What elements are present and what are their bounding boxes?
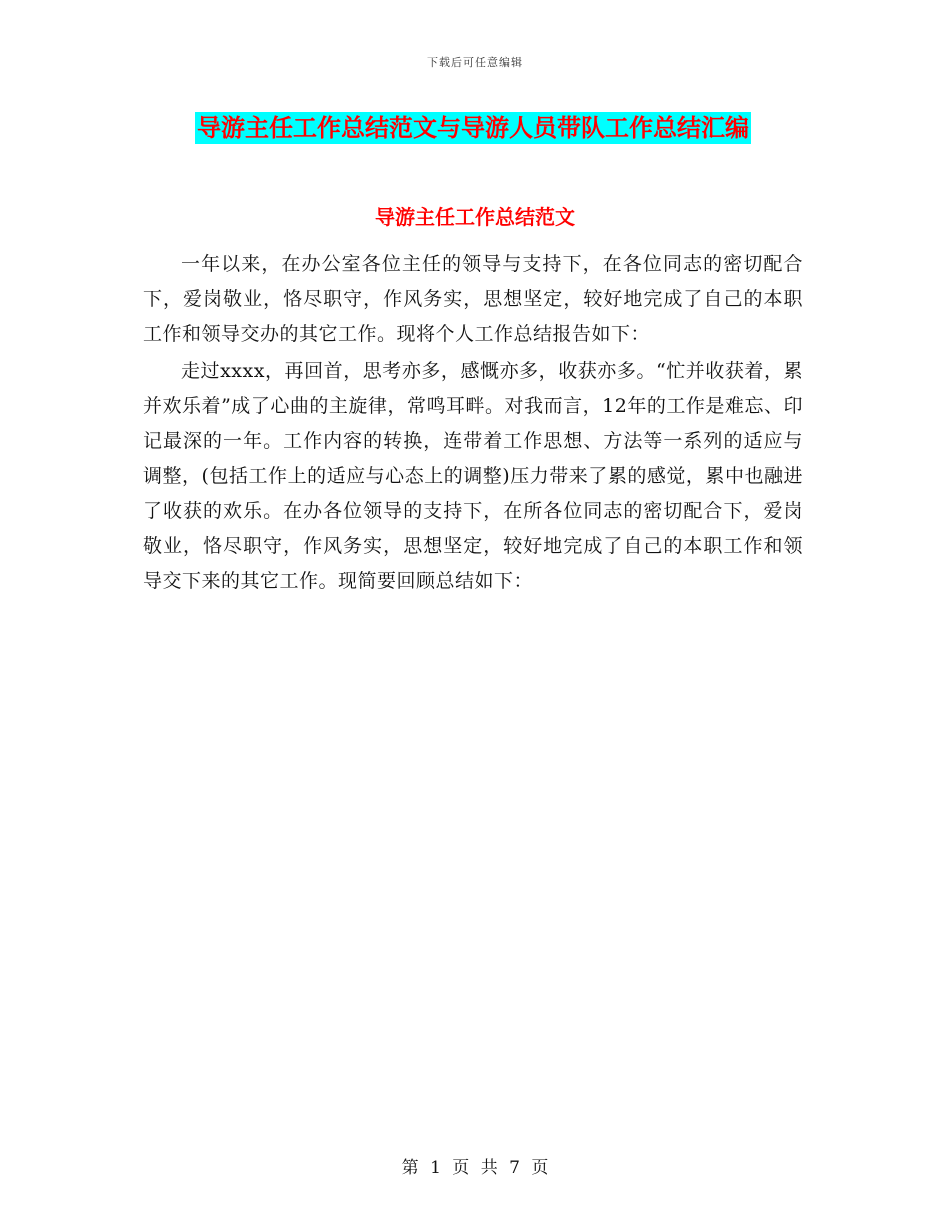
section-title: 导游主任工作总结范文 — [375, 205, 575, 229]
page-footer: 第 1 页 共 7 页 — [401, 1158, 549, 1178]
body-paragraph: 一年以来，在办公室各位主任的领导与支持下，在各位同志的密切配合下，爱岗敬业，恪尽职守，作风务实，思想坚定，较好地完成了自己的本职工作和领导交办的其它工作。现将个人工作总结报告如下： — [143, 253, 803, 345]
document-title: 导游主任工作总结范文与导游人员带队工作总结汇编 — [197, 114, 749, 142]
page-header-note: 下载后可任意编辑 — [427, 56, 523, 69]
body-paragraph: 走过xxxx，再回首，思考亦多，感慨亦多，收获亦多。“忙并收获着，累并欢乐着”成了心曲的主旋律，常鸣耳畔。对我而言，12年的工作是难忘、印记最深的一年。工作内容的转换，连带着工作思想、方法等一系列的适应与调整，(包括工作上的适应与心态上的调整)压力带来了累的感觉，累中也融进了收获的欢乐。在办各位领导的支持下，在所各位同志的密切配合下，爱岗敬业，恪尽职守，作风务实，思想坚定，较好地完成了自己的本职工作和领导交下来的其它工作。现简要回顾总结如下： — [143, 360, 803, 592]
document-body — [143, 247, 803, 599]
